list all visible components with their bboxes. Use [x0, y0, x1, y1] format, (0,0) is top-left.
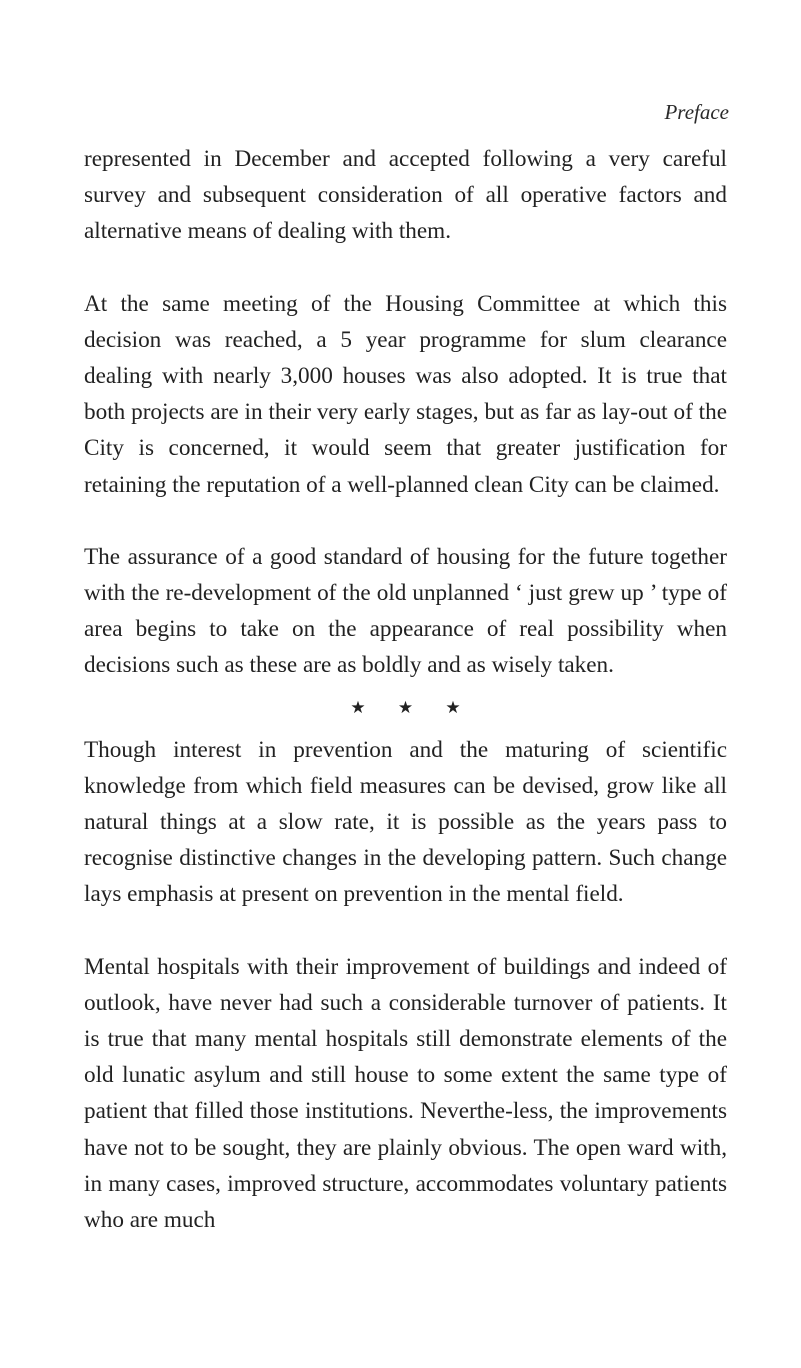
paragraph-1: represented in December and accepted following a very careful survey and subsequent consideration of all operative factors and alternative means of dealing with them.: [84, 146, 727, 245]
paragraph-5: Mental hospitals with their improvement of buildings and indeed of outlook, have never had such a considerable turnover of patients. It is true that many mental hospitals still demonstrate elements of the old lunatic asylum and still house to some extent the same type of patient that filled those institutions. Neverthe-less, the improvements have not to be sought, they are plainly obvious. The open ward with, in many cases, improved structure, accommodates voluntary patients who are much: [84, 953, 727, 1234]
paragraph-4: Though interest in prevention and the maturing of scientific knowledge from which field measures can be devised, grow like all natural things at a slow rate, it is possible as the years pass to recognise distinctive changes in the developing pattern. Such change lays emphasis at present on prevention in the mental field.: [84, 736, 727, 908]
page-body: [84, 141, 727, 1238]
paragraph-3: The assurance of a good standard of housing for the future together with the re-development of the old unplanned ‘ just grew up ’ type of area begins to take on the appearance of real possibility when decisions such as these are as boldly and as wisely taken.: [84, 543, 727, 679]
paragraph-2: At the same meeting of the Housing Committee at which this decision was reached, a 5 year programme for slum clearance dealing with nearly 3,000 houses was also adopted. It is true that both projects are in their very early stages, but as far as lay-out of the City is concerned, it would seem that greater justification for retaining the reputation of a well-planned clean City can be claimed.: [84, 290, 727, 498]
section-break-stars: ★ ★ ★: [350, 697, 475, 717]
running-header: Preface: [664, 100, 729, 124]
